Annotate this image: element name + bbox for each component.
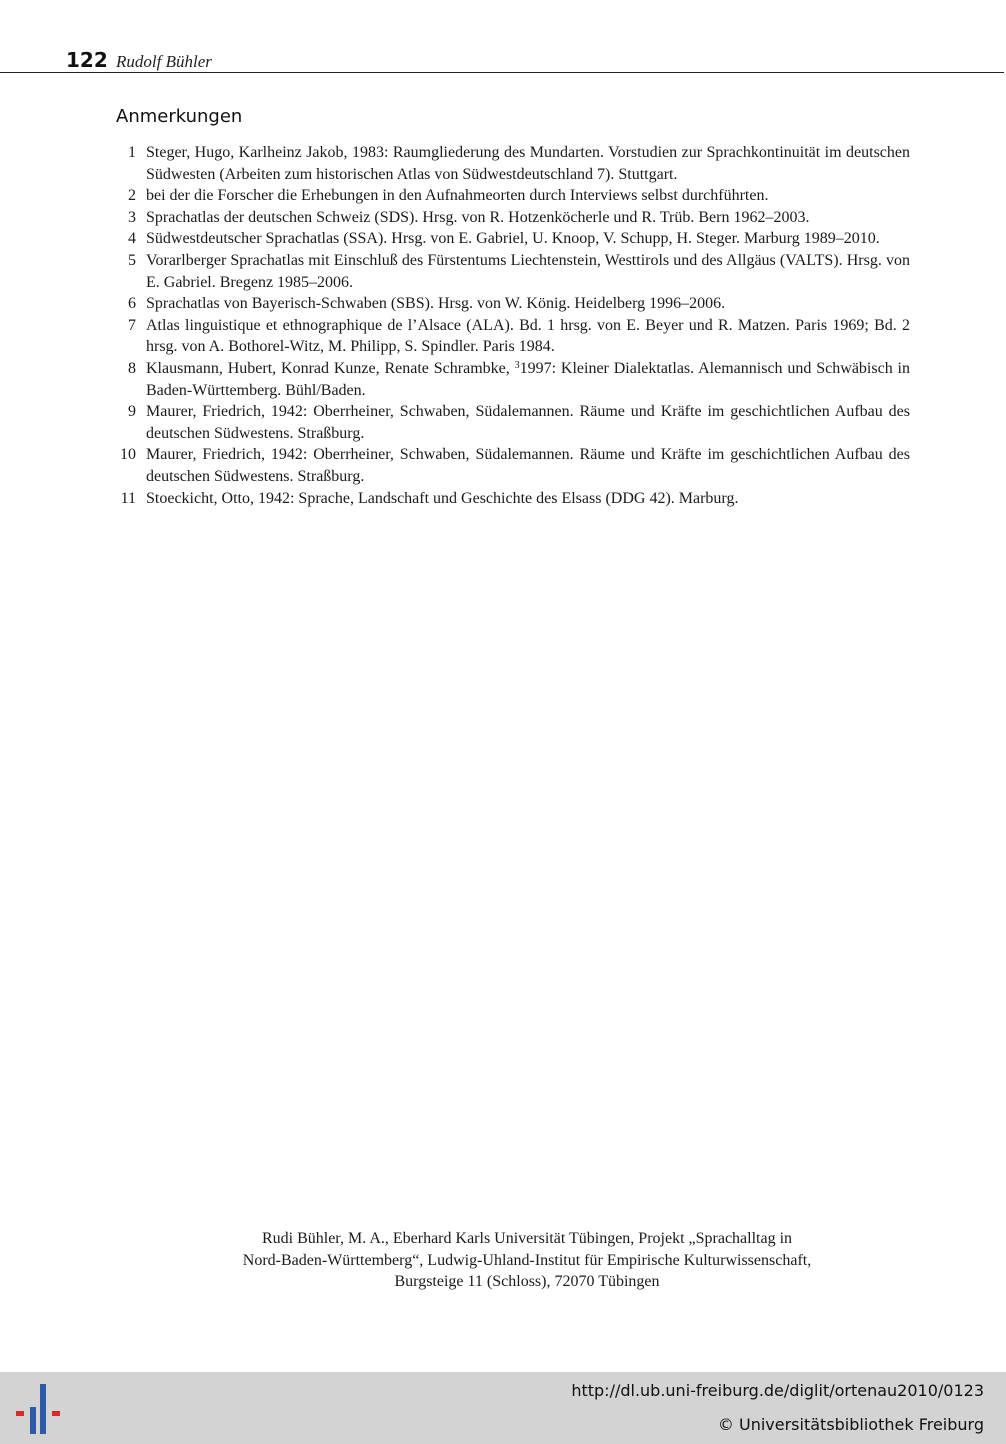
section-title: Anmerkungen (116, 106, 243, 127)
note-text-before: Klausmann, Hubert, Konrad Kunze, Renate Schrambke, (146, 359, 515, 377)
note-item (112, 228, 910, 250)
note-number: 5 (128, 251, 136, 269)
page-number: 122 (66, 48, 108, 72)
author-address (160, 1228, 894, 1293)
note-text: Steger, Hugo, Karlheinz Jakob, 1983: Raumgliederung des Mundarten. Vorstudien zur Sprachkontinuität im deutschen Südwesten (Arbeiten zum historischen Atlas von Südwestdeutschland 7). Stuttgart. (146, 144, 910, 183)
note-text (146, 358, 910, 401)
note-text: Vorarlberger Sprachatlas mit Einschluß des Fürstentums Liechtenstein, Westtirols und des Allgäus (VALTS). Hrsg. von E. Gabriel. Bregenz 1985–2006. (146, 251, 910, 291)
note-item (112, 315, 910, 358)
note-text: Sprachatlas der deutschen Schweiz (SDS). Hrsg. von R. Hotzenköcherle und R. Trüb. Bern 1962–2003. (146, 208, 810, 226)
address-line: Burgsteige 11 (Schloss), 72070 Tübingen (394, 1273, 660, 1290)
note-number: 3 (128, 208, 136, 226)
note-item (112, 444, 910, 487)
footer-band (0, 1372, 1006, 1444)
footer-copyright: © Universitätsbibliothek Freiburg (717, 1415, 984, 1434)
footer-url-link[interactable]: http://dl.ub.uni-freiburg.de/diglit/ortenau2010/0123 (571, 1381, 984, 1400)
note-text: Maurer, Friedrich, 1942: Oberrheiner, Schwaben, Südalemannen. Räume und Kräfte im geschichtlichen Aufbau des deutschen Südwestens. Straßburg. (146, 403, 910, 442)
note-text: Südwestdeutscher Sprachatlas (SSA). Hrsg. von E. Gabriel, U. Knoop, V. Schupp, H. Steger. Marburg 1989–2010. (146, 230, 880, 248)
note-number: 6 (128, 295, 136, 313)
running-head: Rudolf Bühler (116, 52, 212, 71)
edition-superscript: 3 (514, 359, 520, 371)
note-item (112, 401, 910, 444)
note-text: Sprachatlas von Bayerisch-Schwaben (SBS). Hrsg. von W. König. Heidelberg 1996–2006. (146, 295, 726, 313)
note-text: Maurer, Friedrich, 1942: Oberrheiner, Schwaben, Südalemannen. Räume und Kräfte im geschichtlichen Aufbau des deutschen Südwestens. Straßburg. (146, 446, 910, 485)
header-rule (0, 72, 1004, 73)
note-number: 9 (128, 403, 136, 421)
note-text: Stoeckicht, Otto, 1942: Sprache, Landschaft und Geschichte des Elsass (DDG 42). Marburg. (146, 489, 739, 507)
address-line: Nord-Baden-Württemberg“, Ludwig-Uhland-Institut für Empirische Kulturwissenschaft, (242, 1251, 812, 1269)
note-text: bei der die Forscher die Erhebungen in den Aufnahmeorten durch Interviews selbst durchführten. (146, 187, 769, 205)
note-item (112, 250, 910, 293)
note-item (112, 293, 910, 315)
note-number: 4 (128, 230, 136, 248)
notes-list (112, 142, 910, 509)
address-line: Rudi Bühler, M. A., Eberhard Karls Universität Tübingen, Projekt „Sprachalltag in (261, 1230, 793, 1247)
note-number: 10 (120, 446, 136, 464)
note-number: 7 (128, 316, 136, 334)
note-number: 8 (128, 359, 136, 377)
note-number: 11 (120, 489, 136, 507)
note-item (112, 358, 910, 401)
note-number: 1 (128, 144, 136, 161)
page-header (0, 44, 1006, 74)
note-item (112, 185, 910, 207)
note-number: 2 (128, 187, 136, 205)
note-text-after: 1997: Kleiner Dialektatlas. Alemannisch und Schwäbisch in Baden-Württemberg. Bühl/Baden. (146, 359, 910, 399)
note-item (112, 488, 910, 510)
note-item (112, 207, 910, 229)
note-item (112, 142, 910, 185)
note-text: Atlas linguistique et ethnographique de l’Alsace (ALA). Bd. 1 hrsg. von E. Beyer und R. Matzen. Paris 1969; Bd. 2 hrsg. von A. Bothorel-Witz, M. Philipp, S. Spindler. Paris 1984. (146, 316, 910, 356)
ub-freiburg-logo-icon (12, 1383, 64, 1435)
